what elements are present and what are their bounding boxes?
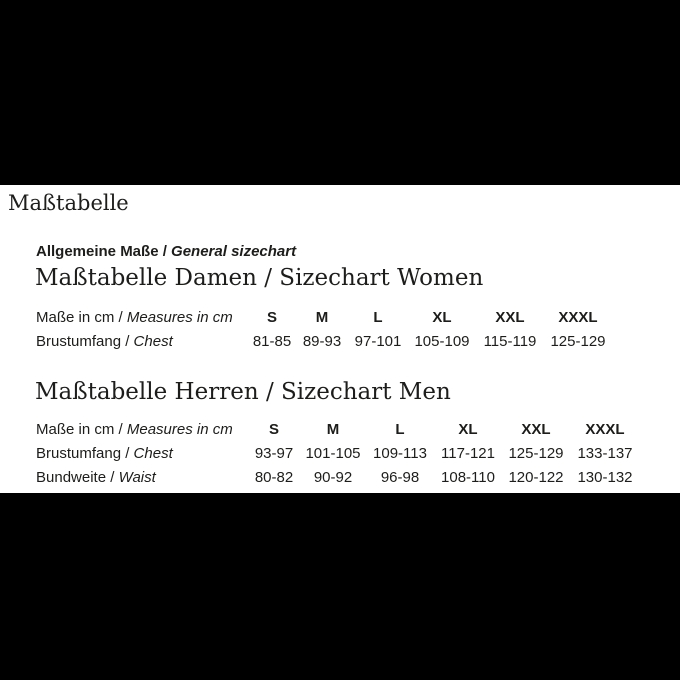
- measurement-row-label: [36, 465, 248, 489]
- women-sizechart-table: [36, 305, 612, 353]
- intro-label-de: Allgemeine Maße /: [36, 243, 172, 260]
- measurement-value: 105-109: [414, 332, 470, 350]
- size-col-header-m: M: [315, 308, 329, 326]
- measures-label-de: Maße in cm /: [36, 420, 127, 438]
- row-label-en: Chest: [133, 444, 173, 462]
- measurement-value: 93-97: [254, 444, 294, 462]
- measurement-row-label: [36, 441, 248, 465]
- intro-label-en: General sizechart: [171, 243, 297, 260]
- measurement-value: 80-82: [254, 468, 294, 486]
- men-waist-row: [36, 465, 640, 489]
- measurement-value: 120-122: [508, 468, 564, 486]
- measurement-value: 125-129: [550, 332, 606, 350]
- women-section-title: Maßtabelle Damen / Sizechart Women: [35, 265, 484, 291]
- measurement-value: 101-105: [305, 444, 361, 462]
- size-col-header-xl: XL: [458, 420, 478, 438]
- measurement-value: 130-132: [577, 468, 633, 486]
- row-label-de: Bundweite /: [36, 468, 119, 486]
- measurement-value: 108-110: [441, 468, 495, 486]
- men-table-header-row: [36, 417, 640, 441]
- size-col-header-xxl: XXL: [521, 420, 551, 438]
- measures-label-en: Measures in cm: [126, 420, 233, 438]
- measurement-value: 117-121: [441, 444, 495, 462]
- page-title: Maßtabelle: [8, 191, 129, 215]
- size-col-header-m: M: [326, 420, 340, 438]
- row-label-en: Chest: [133, 332, 173, 350]
- size-col-header-xl: XL: [432, 308, 452, 326]
- measurement-value: 115-119: [483, 332, 537, 350]
- measurement-value: 96-98: [380, 468, 420, 486]
- measurement-row-label: [36, 329, 248, 353]
- bottom-letterbox: [0, 493, 680, 680]
- men-section-title: Maßtabelle Herren / Sizechart Men: [35, 379, 451, 405]
- measurement-value: 109-113: [373, 444, 427, 462]
- measures-header-label: [36, 417, 248, 441]
- measurement-value: 90-92: [313, 468, 353, 486]
- size-col-header-xxl: XXL: [495, 308, 525, 326]
- size-col-header-xxxl: XXXL: [558, 308, 598, 326]
- size-col-header-s: S: [266, 308, 277, 326]
- women-chest-row: [36, 329, 612, 353]
- women-table-header-row: [36, 305, 612, 329]
- measurement-value: 133-137: [577, 444, 633, 462]
- measures-label-de: Maße in cm /: [36, 308, 127, 326]
- size-col-header-l: L: [373, 308, 383, 326]
- measurement-value: 81-85: [252, 332, 292, 350]
- measurement-value: 89-93: [302, 332, 342, 350]
- row-label-de: Brustumfang /: [36, 444, 134, 462]
- size-col-header-s: S: [268, 420, 279, 438]
- measurement-value: 125-129: [508, 444, 564, 462]
- row-label-de: Brustumfang /: [36, 332, 134, 350]
- measures-header-label: [36, 305, 248, 329]
- men-chest-row: [36, 441, 640, 465]
- row-label-en: Waist: [118, 468, 156, 486]
- intro-line: [36, 242, 296, 262]
- men-sizechart-table: [36, 417, 640, 489]
- top-letterbox: [0, 0, 680, 185]
- sizechart-panel: [0, 185, 680, 493]
- size-col-header-l: L: [395, 420, 405, 438]
- measures-label-en: Measures in cm: [126, 308, 233, 326]
- measurement-value: 97-101: [354, 332, 402, 350]
- size-col-header-xxxl: XXXL: [585, 420, 625, 438]
